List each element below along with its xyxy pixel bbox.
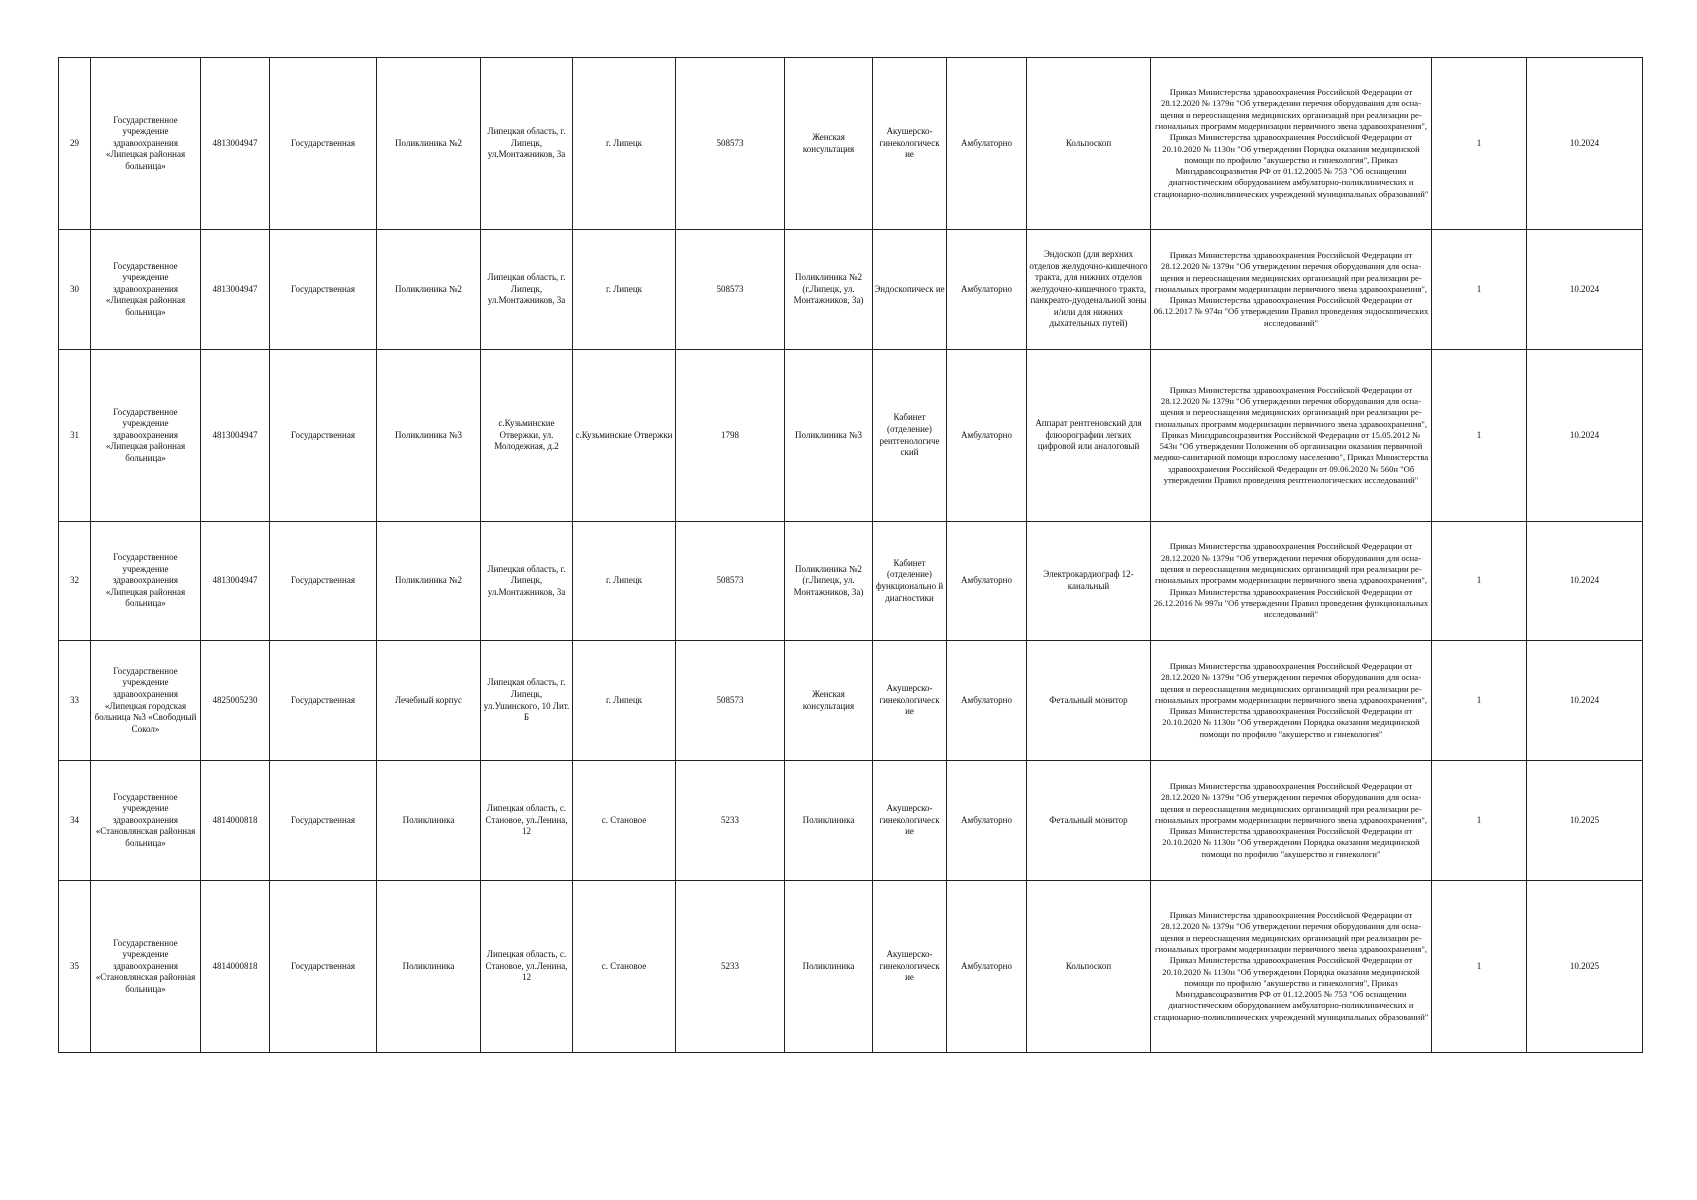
cell-address: Липецкая область, с. Становое, ул.Ленина, 12 — [481, 881, 573, 1053]
cell-equipment-name: Аппарат рентгеновский для флюорографии легких цифровой или аналоговый — [1027, 350, 1151, 522]
cell-population: 5233 — [676, 761, 785, 881]
equipment-table — [58, 57, 1643, 1053]
cell-legal-basis: Приказ Министерства здравоохранения Российской Федерации от 28.12.2020 № 1379н "Об утверждении перечня оборудования для осна-щения и переоснащения медицинских организаций при реализации ре-гиональных программ модернизации первичного звена здравоохранения", Приказ Министерства здравоохранения Российской Федерации от 20.10.2020 № 1130н "Об утверждении Порядка оказания медицинской помощи по профилю "акушерство и гинекология", Приказ Минздравсоцразвития РФ от 01.12.2005 № 753 "Об оснащении диагностическим оборудованием амбулаторно-поликлинических и стационарно-поликлинических учреждений муниципальных образований" — [1151, 881, 1432, 1053]
table-row — [59, 761, 1643, 881]
cell-medical-profile: Кабинет (отделение) функционально й диагностики — [873, 522, 947, 641]
cell-quantity: 1 — [1432, 350, 1527, 522]
cell-population: 508573 — [676, 230, 785, 350]
cell-quantity: 1 — [1432, 641, 1527, 761]
cell-inn: 4814000818 — [201, 761, 270, 881]
cell-inn: 4813004947 — [201, 230, 270, 350]
cell-quantity: 1 — [1432, 881, 1527, 1053]
cell-locality: с. Становое — [573, 761, 676, 881]
cell-inn: 4825005230 — [201, 641, 270, 761]
cell-locality: с. Становое — [573, 881, 676, 1053]
cell-locality: г. Липецк — [573, 58, 676, 230]
cell-equipment-name: Кольпоскоп — [1027, 58, 1151, 230]
cell-row-number: 31 — [59, 350, 91, 522]
cell-organization-name: Государственное учреждение здравоохранения «Липецкая городская больница №3 «Свободный Сокол» — [91, 641, 201, 761]
cell-ownership-form: Государственная — [270, 522, 377, 641]
cell-structural-unit: Лечебный корпус — [377, 641, 481, 761]
cell-delivery-date: 10.2025 — [1527, 881, 1643, 1053]
cell-subdivision: Поликлиника — [785, 881, 873, 1053]
cell-organization-name: Государственное учреждение здравоохранения «Липецкая районная больница» — [91, 230, 201, 350]
cell-ownership-form: Государственная — [270, 641, 377, 761]
cell-subdivision: Женская консультация — [785, 58, 873, 230]
cell-locality: г. Липецк — [573, 230, 676, 350]
table-row — [59, 881, 1643, 1053]
cell-address: Липецкая область, г. Липецк, ул.Ушинского, 10 Лит. Б — [481, 641, 573, 761]
cell-organization-name: Государственное учреждение здравоохранения «Липецкая районная больница» — [91, 58, 201, 230]
cell-row-number: 29 — [59, 58, 91, 230]
cell-care-condition: Амбулаторно — [947, 761, 1027, 881]
cell-subdivision: Женская консультация — [785, 641, 873, 761]
table-row — [59, 58, 1643, 230]
cell-legal-basis: Приказ Министерства здравоохранения Российской Федерации от 28.12.2020 № 1379н "Об утверждении перечня оборудования для осна-щения и переоснащения медицинских организаций при реализации ре-гиональных программ модернизации первичного звена здравоохранения", Приказ Минздравсоцразвития Российской Федерации от 15.05.2012 № 543н "Об утверждении Положения об организации оказания первичной медико-санитарной помощи взрослому населению", Приказ Министерства здравоохранения Российской Федерации от 09.06.2020 № 560н "Об утверждении Правил проведения рентгенологических исследований" — [1151, 350, 1432, 522]
cell-population: 1798 — [676, 350, 785, 522]
cell-row-number: 33 — [59, 641, 91, 761]
cell-equipment-name: Кольпоскоп — [1027, 881, 1151, 1053]
cell-row-number: 32 — [59, 522, 91, 641]
cell-medical-profile: Акушерско-гинекологическ ие — [873, 761, 947, 881]
cell-medical-profile: Акушерско-гинекологическ ие — [873, 641, 947, 761]
cell-organization-name: Государственное учреждение здравоохранения «Становлянская районная больница» — [91, 881, 201, 1053]
cell-inn: 4813004947 — [201, 522, 270, 641]
cell-inn: 4813004947 — [201, 350, 270, 522]
cell-population: 5233 — [676, 881, 785, 1053]
table-row — [59, 230, 1643, 350]
cell-quantity: 1 — [1432, 58, 1527, 230]
cell-quantity: 1 — [1432, 761, 1527, 881]
cell-inn: 4814000818 — [201, 881, 270, 1053]
cell-organization-name: Государственное учреждение здравоохранения «Липецкая районная больница» — [91, 350, 201, 522]
cell-care-condition: Амбулаторно — [947, 350, 1027, 522]
cell-equipment-name: Эндоскоп (для верхних отделов желудочно-кишечного тракта, для нижних отделов желудочно-кишечного тракта, панкреато-дуоденальной зоны и/или для нижних дыхательных путей) — [1027, 230, 1151, 350]
cell-address: Липецкая область, г. Липецк, ул.Монтажников, 3а — [481, 58, 573, 230]
table-row — [59, 350, 1643, 522]
cell-ownership-form: Государственная — [270, 230, 377, 350]
cell-structural-unit: Поликлиника — [377, 761, 481, 881]
cell-ownership-form: Государственная — [270, 350, 377, 522]
cell-equipment-name: Фетальный монитор — [1027, 761, 1151, 881]
table-row — [59, 641, 1643, 761]
cell-structural-unit: Поликлиника №2 — [377, 522, 481, 641]
cell-care-condition: Амбулаторно — [947, 881, 1027, 1053]
cell-organization-name: Государственное учреждение здравоохранения «Становлянская районная больница» — [91, 761, 201, 881]
cell-quantity: 1 — [1432, 522, 1527, 641]
cell-delivery-date: 10.2024 — [1527, 230, 1643, 350]
cell-organization-name: Государственное учреждение здравоохранения «Липецкая районная больница» — [91, 522, 201, 641]
cell-care-condition: Амбулаторно — [947, 641, 1027, 761]
cell-legal-basis: Приказ Министерства здравоохранения Российской Федерации от 28.12.2020 № 1379н "Об утверждении перечня оборудования для осна-щения и переоснащения медицинских организаций при реализации ре-гиональных программ модернизации первичного звена здравоохранения", Приказ Министерства здравоохранения Российской Федерации от 26.12.2016 № 997н "Об утверждении Правил проведения функциональных исследований" — [1151, 522, 1432, 641]
cell-equipment-name: Фетальный монитор — [1027, 641, 1151, 761]
cell-row-number: 30 — [59, 230, 91, 350]
cell-population: 508573 — [676, 58, 785, 230]
cell-address: Липецкая область, г. Липецк, ул.Монтажников, 3а — [481, 522, 573, 641]
cell-locality: г. Липецк — [573, 522, 676, 641]
cell-row-number: 34 — [59, 761, 91, 881]
cell-delivery-date: 10.2024 — [1527, 350, 1643, 522]
cell-subdivision: Поликлиника №2 (г.Липецк, ул. Монтажников, 3а) — [785, 230, 873, 350]
cell-delivery-date: 10.2024 — [1527, 522, 1643, 641]
cell-care-condition: Амбулаторно — [947, 230, 1027, 350]
cell-quantity: 1 — [1432, 230, 1527, 350]
cell-ownership-form: Государственная — [270, 761, 377, 881]
cell-ownership-form: Государственная — [270, 881, 377, 1053]
cell-equipment-name: Электрокардиограф 12-канальный — [1027, 522, 1151, 641]
cell-structural-unit: Поликлиника №3 — [377, 350, 481, 522]
cell-legal-basis: Приказ Министерства здравоохранения Российской Федерации от 28.12.2020 № 1379н "Об утверждении перечня оборудования для осна-щения и переоснащения медицинских организаций при реализации ре-гиональных программ модернизации первичного звена здравоохранения", Приказ Министерства здравоохранения Российской Федерации от 20.10.2020 № 1130н "Об утверждении Порядка оказания медицинской помощи по профилю "акушерство и гинекология" — [1151, 641, 1432, 761]
cell-inn: 4813004947 — [201, 58, 270, 230]
cell-structural-unit: Поликлиника №2 — [377, 230, 481, 350]
cell-delivery-date: 10.2024 — [1527, 58, 1643, 230]
table-row — [59, 522, 1643, 641]
cell-population: 508573 — [676, 522, 785, 641]
cell-row-number: 35 — [59, 881, 91, 1053]
cell-subdivision: Поликлиника — [785, 761, 873, 881]
cell-medical-profile: Кабинет (отделение) рентгенологиче ский — [873, 350, 947, 522]
cell-locality: с.Кузьминские Отвержки — [573, 350, 676, 522]
cell-structural-unit: Поликлиника №2 — [377, 58, 481, 230]
cell-care-condition: Амбулаторно — [947, 58, 1027, 230]
cell-delivery-date: 10.2025 — [1527, 761, 1643, 881]
cell-subdivision: Поликлиника №3 — [785, 350, 873, 522]
cell-address: Липецкая область, г. Липецк, ул.Монтажников, 3а — [481, 230, 573, 350]
cell-medical-profile: Акушерско-гинекологическ ие — [873, 881, 947, 1053]
cell-locality: г. Липецк — [573, 641, 676, 761]
cell-address: с.Кузьминские Отвержки, ул. Молодежная, д.2 — [481, 350, 573, 522]
cell-address: Липецкая область, с. Становое, ул.Ленина, 12 — [481, 761, 573, 881]
cell-care-condition: Амбулаторно — [947, 522, 1027, 641]
cell-medical-profile: Эндоскопическ ие — [873, 230, 947, 350]
cell-medical-profile: Акушерско-гинекологическ ие — [873, 58, 947, 230]
cell-legal-basis: Приказ Министерства здравоохранения Российской Федерации от 28.12.2020 № 1379н "Об утверждении перечня оборудования для осна-щения и переоснащения медицинских организаций при реализации ре-гиональных программ модернизации первичного звена здравоохранения", Приказ Министерства здравоохранения Российской Федерации от 20.10.2020 № 1130н "Об утверждении Порядка оказания медицинской помощи по профилю "акушерство и гинекологи" — [1151, 761, 1432, 881]
cell-legal-basis: Приказ Министерства здравоохранения Российской Федерации от 28.12.2020 № 1379н "Об утверждении перечня оборудования для осна-щения и переоснащения медицинских организаций при реализации ре-гиональных программ модернизации первичного звена здравоохранения", Приказ Министерства здравоохранения Российской Федерации от 20.10.2020 № 1130н "Об утверждении Порядка оказания медицинской помощи по профилю "акушерство и гинекология", Приказ Минздравсоцразвития РФ от 01.12.2005 № 753 "Об оснащении диагностическим оборудованием амбулаторно-поликлинических и стационарно-поликлинических учреждений муниципальных образований" — [1151, 58, 1432, 230]
cell-legal-basis: Приказ Министерства здравоохранения Российской Федерации от 28.12.2020 № 1379н "Об утверждении перечня оборудования для осна-щения и переоснащения медицинских организаций при реализации ре-гиональных программ модернизации первичного звена здравоохранения", Приказ Министерства здравоохранения Российской Федерации от 06.12.2017 № 974н "Об утверждении Правил проведения эндоскопических исследований" — [1151, 230, 1432, 350]
cell-subdivision: Поликлиника №2 (г.Липецк, ул. Монтажников, 3а) — [785, 522, 873, 641]
cell-population: 508573 — [676, 641, 785, 761]
cell-ownership-form: Государственная — [270, 58, 377, 230]
cell-delivery-date: 10.2024 — [1527, 641, 1643, 761]
cell-structural-unit: Поликлиника — [377, 881, 481, 1053]
